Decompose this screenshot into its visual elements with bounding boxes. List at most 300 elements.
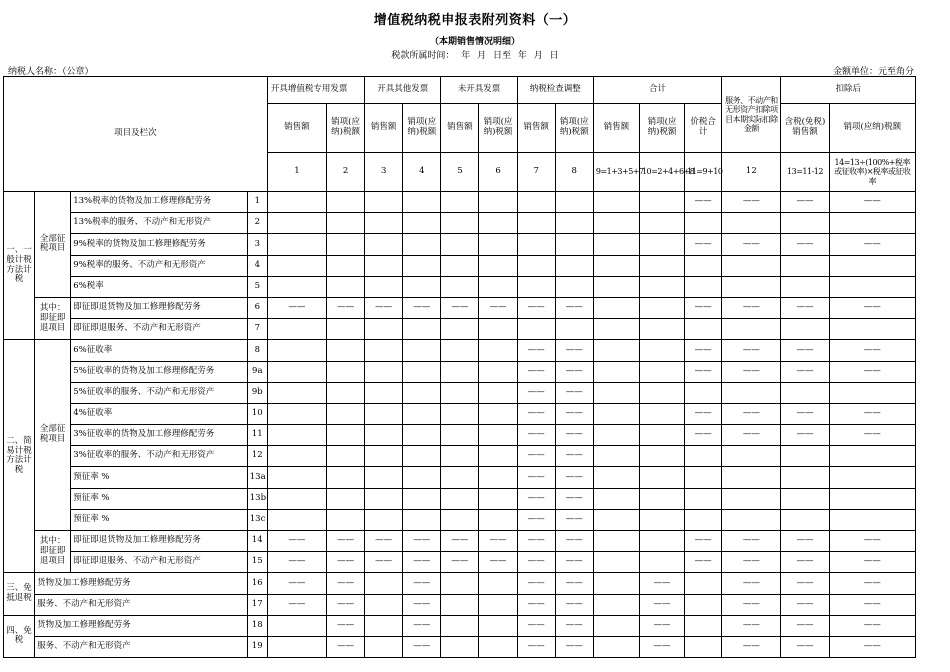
amount-cell[interactable]: [479, 425, 517, 446]
na-cell: ——: [829, 636, 915, 657]
amount-cell[interactable]: [441, 403, 479, 424]
na-cell: ——: [267, 573, 326, 594]
na-cell: ——: [479, 297, 517, 318]
amount-cell[interactable]: [829, 488, 915, 509]
table-row: [4, 297, 916, 318]
amount-cell[interactable]: [593, 446, 639, 467]
amount-cell[interactable]: [267, 276, 326, 297]
amount-cell[interactable]: [639, 192, 684, 213]
amount-cell[interactable]: [403, 255, 441, 276]
amount-cell[interactable]: [365, 255, 403, 276]
amount-cell[interactable]: [327, 361, 365, 382]
na-cell: ——: [639, 594, 684, 615]
col-number: 14=13÷(100%+税率或征收率)×税率或征收率: [829, 153, 915, 192]
amount-cell[interactable]: [685, 446, 722, 467]
amount-cell[interactable]: [593, 552, 639, 573]
na-cell: ——: [403, 636, 441, 657]
amount-cell[interactable]: [593, 297, 639, 318]
col-tax: 销项(应纳)税额: [479, 104, 517, 153]
amount-cell[interactable]: [479, 192, 517, 213]
amount-cell[interactable]: [685, 573, 722, 594]
na-cell: ——: [267, 552, 326, 573]
amount-cell[interactable]: [829, 509, 915, 530]
amount-cell[interactable]: [267, 636, 326, 657]
na-cell: ——: [365, 297, 403, 318]
col-tax: 销项(应纳)税额: [555, 104, 593, 153]
amount-cell[interactable]: [685, 615, 722, 636]
na-cell: ——: [722, 615, 781, 636]
amount-cell[interactable]: [479, 319, 517, 340]
na-cell: ——: [685, 552, 722, 573]
amount-cell[interactable]: [685, 594, 722, 615]
amount-cell[interactable]: [365, 594, 403, 615]
na-cell: ——: [685, 361, 722, 382]
amount-cell[interactable]: [479, 573, 517, 594]
amount-cell[interactable]: [403, 467, 441, 488]
na-cell: ——: [722, 361, 781, 382]
na-cell: ——: [722, 192, 781, 213]
amount-cell[interactable]: [479, 361, 517, 382]
row-number: 15: [247, 552, 267, 573]
amount-cell[interactable]: [479, 382, 517, 403]
amount-cell[interactable]: [781, 446, 829, 467]
amount-cell[interactable]: [722, 382, 781, 403]
na-cell: ——: [781, 340, 829, 361]
amount-cell[interactable]: [327, 403, 365, 424]
na-cell: ——: [829, 425, 915, 446]
row-number: 1: [247, 192, 267, 213]
group-other-invoice: 开具其他发票: [365, 77, 441, 104]
amount-cell[interactable]: [593, 467, 639, 488]
amount-cell[interactable]: [267, 255, 326, 276]
amount-cell[interactable]: [441, 361, 479, 382]
amount-cell[interactable]: [267, 361, 326, 382]
col-number: 7: [517, 153, 555, 192]
col-number: 3: [365, 153, 403, 192]
amount-cell[interactable]: [593, 403, 639, 424]
na-cell: ——: [555, 382, 593, 403]
amount-cell[interactable]: [781, 382, 829, 403]
amount-cell[interactable]: [685, 488, 722, 509]
na-cell: ——: [781, 552, 829, 573]
amount-cell[interactable]: [403, 425, 441, 446]
na-cell: ——: [517, 467, 555, 488]
amount-cell[interactable]: [593, 255, 639, 276]
na-cell: ——: [722, 552, 781, 573]
amount-cell[interactable]: [593, 488, 639, 509]
amount-cell[interactable]: [639, 340, 684, 361]
amount-cell[interactable]: [479, 509, 517, 530]
amount-cell[interactable]: [593, 615, 639, 636]
amount-cell[interactable]: [722, 213, 781, 234]
amount-cell[interactable]: [639, 403, 684, 424]
table-row: [4, 615, 916, 636]
amount-cell[interactable]: [517, 319, 555, 340]
amount-cell[interactable]: [441, 234, 479, 255]
subsection-general-all: 全部征税项目: [35, 192, 71, 298]
amount-cell[interactable]: [365, 636, 403, 657]
amount-cell[interactable]: [441, 425, 479, 446]
amount-cell[interactable]: [441, 446, 479, 467]
amount-cell[interactable]: [829, 319, 915, 340]
amount-cell[interactable]: [327, 488, 365, 509]
amount-cell[interactable]: [403, 488, 441, 509]
row-label: 预征率 %: [71, 467, 248, 488]
na-cell: ——: [781, 234, 829, 255]
amount-cell[interactable]: [517, 192, 555, 213]
amount-cell[interactable]: [593, 382, 639, 403]
amount-cell[interactable]: [555, 319, 593, 340]
amount-cell[interactable]: [327, 255, 365, 276]
amount-cell[interactable]: [829, 382, 915, 403]
amount-cell[interactable]: [267, 382, 326, 403]
amount-cell[interactable]: [267, 319, 326, 340]
amount-cell[interactable]: [267, 446, 326, 467]
amount-cell[interactable]: [479, 636, 517, 657]
amount-cell[interactable]: [639, 234, 684, 255]
amount-cell[interactable]: [479, 234, 517, 255]
amount-cell[interactable]: [327, 319, 365, 340]
na-cell: ——: [829, 531, 915, 552]
na-cell: ——: [781, 403, 829, 424]
amount-cell[interactable]: [517, 234, 555, 255]
amount-cell[interactable]: [327, 382, 365, 403]
na-cell: ——: [829, 297, 915, 318]
na-cell: ——: [781, 531, 829, 552]
col-number: 9=1+3+5+7: [593, 153, 639, 192]
amount-cell[interactable]: [365, 340, 403, 361]
na-cell: ——: [327, 297, 365, 318]
amount-cell[interactable]: [555, 234, 593, 255]
na-cell: ——: [722, 636, 781, 657]
na-cell: ——: [829, 361, 915, 382]
table-row: [4, 340, 916, 361]
na-cell: ——: [555, 467, 593, 488]
table-row: [4, 636, 916, 657]
row-number: 14: [247, 531, 267, 552]
row-label: 5%征收率的货物及加工修理修配劳务: [71, 361, 248, 382]
amount-cell[interactable]: [593, 340, 639, 361]
amount-cell[interactable]: [403, 403, 441, 424]
amount-cell[interactable]: [517, 255, 555, 276]
table-row: [4, 531, 916, 552]
amount-cell[interactable]: [403, 340, 441, 361]
amount-cell[interactable]: [327, 234, 365, 255]
amount-cell[interactable]: [593, 573, 639, 594]
amount-cell[interactable]: [327, 276, 365, 297]
row-number: 19: [247, 636, 267, 657]
amount-cell[interactable]: [593, 425, 639, 446]
na-cell: ——: [479, 531, 517, 552]
amount-cell[interactable]: [685, 509, 722, 530]
amount-cell[interactable]: [781, 213, 829, 234]
amount-cell[interactable]: [639, 297, 684, 318]
amount-cell[interactable]: [441, 615, 479, 636]
na-cell: ——: [479, 552, 517, 573]
amount-cell[interactable]: [639, 255, 684, 276]
amount-cell[interactable]: [267, 403, 326, 424]
amount-cell[interactable]: [685, 636, 722, 657]
amount-cell[interactable]: [267, 615, 326, 636]
amount-cell[interactable]: [639, 531, 684, 552]
na-cell: ——: [781, 192, 829, 213]
amount-cell[interactable]: [267, 509, 326, 530]
row-number: 10: [247, 403, 267, 424]
col-number: 10=2+4+6+8: [639, 153, 684, 192]
na-cell: ——: [555, 446, 593, 467]
amount-cell[interactable]: [479, 488, 517, 509]
table-row: [4, 255, 916, 276]
amount-cell[interactable]: [685, 319, 722, 340]
row-number: 2: [247, 213, 267, 234]
amount-cell[interactable]: [479, 467, 517, 488]
row-label: 3%征收率的服务、不动产和无形资产: [71, 446, 248, 467]
amount-cell[interactable]: [829, 213, 915, 234]
amount-cell[interactable]: [267, 488, 326, 509]
amount-cell[interactable]: [517, 276, 555, 297]
amount-cell[interactable]: [327, 425, 365, 446]
row-label: 服务、不动产和无形资产: [35, 636, 248, 657]
amount-cell[interactable]: [441, 636, 479, 657]
amount-cell[interactable]: [267, 340, 326, 361]
amount-cell[interactable]: [365, 446, 403, 467]
amount-cell[interactable]: [555, 192, 593, 213]
amount-cell[interactable]: [829, 467, 915, 488]
amount-cell[interactable]: [639, 382, 684, 403]
amount-cell[interactable]: [593, 192, 639, 213]
amount-cell[interactable]: [829, 255, 915, 276]
amount-cell[interactable]: [441, 340, 479, 361]
amount-cell[interactable]: [593, 213, 639, 234]
na-cell: ——: [517, 636, 555, 657]
amount-cell[interactable]: [441, 276, 479, 297]
subsection-simple-refund: 其中：即征即退项目: [35, 531, 71, 573]
na-cell: ——: [441, 552, 479, 573]
na-cell: ——: [555, 488, 593, 509]
amount-cell[interactable]: [441, 319, 479, 340]
na-cell: ——: [685, 425, 722, 446]
amount-cell[interactable]: [639, 425, 684, 446]
amount-cell[interactable]: [441, 382, 479, 403]
table-row: [4, 234, 916, 255]
amount-cell[interactable]: [327, 192, 365, 213]
amount-cell[interactable]: [829, 446, 915, 467]
amount-cell[interactable]: [365, 234, 403, 255]
na-cell: ——: [555, 636, 593, 657]
amount-cell[interactable]: [781, 255, 829, 276]
na-cell: ——: [555, 403, 593, 424]
amount-cell[interactable]: [327, 446, 365, 467]
amount-cell[interactable]: [722, 446, 781, 467]
amount-cell[interactable]: [403, 319, 441, 340]
amount-cell[interactable]: [327, 467, 365, 488]
amount-cell[interactable]: [593, 594, 639, 615]
amount-cell[interactable]: [722, 319, 781, 340]
amount-cell[interactable]: [685, 467, 722, 488]
amount-cell[interactable]: [639, 552, 684, 573]
na-cell: ——: [267, 594, 326, 615]
amount-cell[interactable]: [479, 615, 517, 636]
table-row: [4, 425, 916, 446]
na-cell: ——: [267, 531, 326, 552]
row-label: 货物及加工修理修配劳务: [35, 573, 248, 594]
amount-cell[interactable]: [267, 213, 326, 234]
na-cell: ——: [555, 573, 593, 594]
amount-cell[interactable]: [722, 276, 781, 297]
na-cell: ——: [327, 552, 365, 573]
amount-cell[interactable]: [441, 467, 479, 488]
table-row: [4, 552, 916, 573]
amount-cell[interactable]: [593, 361, 639, 382]
amount-cell[interactable]: [479, 340, 517, 361]
amount-cell[interactable]: [639, 488, 684, 509]
amount-cell[interactable]: [639, 213, 684, 234]
na-cell: ——: [517, 615, 555, 636]
amount-cell[interactable]: [441, 573, 479, 594]
amount-cell[interactable]: [403, 213, 441, 234]
table-row: [4, 382, 916, 403]
amount-cell[interactable]: [593, 531, 639, 552]
amount-cell[interactable]: [365, 403, 403, 424]
amount-cell[interactable]: [639, 319, 684, 340]
na-cell: ——: [829, 234, 915, 255]
amount-cell[interactable]: [593, 319, 639, 340]
amount-cell[interactable]: [441, 213, 479, 234]
amount-cell[interactable]: [327, 340, 365, 361]
na-cell: ——: [517, 594, 555, 615]
amount-cell[interactable]: [639, 446, 684, 467]
amount-cell[interactable]: [829, 276, 915, 297]
amount-cell[interactable]: [555, 213, 593, 234]
amount-cell[interactable]: [365, 573, 403, 594]
amount-cell[interactable]: [722, 467, 781, 488]
amount-cell[interactable]: [365, 213, 403, 234]
table-row: [4, 573, 916, 594]
col-number: 2: [327, 153, 365, 192]
na-cell: ——: [555, 361, 593, 382]
amount-cell[interactable]: [365, 425, 403, 446]
amount-cell[interactable]: [365, 509, 403, 530]
group-no-invoice: 未开具发票: [441, 77, 517, 104]
na-cell: ——: [781, 615, 829, 636]
section-simple: 二、简易计税方法计税: [4, 340, 35, 573]
amount-cell[interactable]: [479, 213, 517, 234]
na-cell: ——: [403, 594, 441, 615]
amount-cell[interactable]: [685, 382, 722, 403]
amount-cell[interactable]: [441, 509, 479, 530]
amount-cell[interactable]: [403, 446, 441, 467]
amount-cell[interactable]: [781, 276, 829, 297]
amount-cell[interactable]: [365, 467, 403, 488]
amount-cell[interactable]: [327, 509, 365, 530]
amount-cell[interactable]: [593, 276, 639, 297]
na-cell: ——: [722, 573, 781, 594]
amount-cell[interactable]: [639, 276, 684, 297]
tax-period: 税款所属时间： 年 月 日至 年 月 日: [391, 51, 559, 61]
amount-cell[interactable]: [267, 425, 326, 446]
amount-cell[interactable]: [639, 467, 684, 488]
amount-cell[interactable]: [403, 234, 441, 255]
na-cell: ——: [517, 361, 555, 382]
amount-cell[interactable]: [479, 446, 517, 467]
amount-cell[interactable]: [441, 594, 479, 615]
table-row: [4, 319, 916, 340]
row-number: 3: [247, 234, 267, 255]
amount-cell[interactable]: [781, 467, 829, 488]
amount-cell[interactable]: [593, 234, 639, 255]
amount-cell[interactable]: [479, 255, 517, 276]
amount-cell[interactable]: [685, 213, 722, 234]
amount-cell[interactable]: [365, 319, 403, 340]
amount-cell[interactable]: [327, 213, 365, 234]
amount-cell[interactable]: [403, 509, 441, 530]
table-row: [4, 213, 916, 234]
amount-cell[interactable]: [685, 255, 722, 276]
amount-cell[interactable]: [441, 255, 479, 276]
amount-cell[interactable]: [781, 488, 829, 509]
amount-cell[interactable]: [593, 636, 639, 657]
amount-cell[interactable]: [479, 276, 517, 297]
na-cell: ——: [517, 488, 555, 509]
amount-cell[interactable]: [267, 192, 326, 213]
amount-cell[interactable]: [365, 382, 403, 403]
amount-cell[interactable]: [441, 192, 479, 213]
row-label: 货物及加工修理修配劳务: [35, 615, 248, 636]
amount-cell[interactable]: [479, 403, 517, 424]
amount-cell[interactable]: [517, 213, 555, 234]
amount-cell[interactable]: [403, 192, 441, 213]
amount-cell[interactable]: [365, 615, 403, 636]
amount-cell[interactable]: [267, 467, 326, 488]
row-label: 预征率 %: [71, 488, 248, 509]
amount-cell[interactable]: [267, 234, 326, 255]
amount-cell[interactable]: [365, 276, 403, 297]
na-cell: ——: [829, 403, 915, 424]
row-number: 9b: [247, 382, 267, 403]
amount-cell[interactable]: [365, 192, 403, 213]
amount-cell[interactable]: [722, 488, 781, 509]
amount-cell[interactable]: [639, 509, 684, 530]
amount-cell[interactable]: [555, 255, 593, 276]
section-exempt-refund: 三、免抵退税: [4, 573, 35, 615]
amount-cell[interactable]: [781, 509, 829, 530]
amount-cell[interactable]: [479, 594, 517, 615]
amount-cell[interactable]: [685, 276, 722, 297]
amount-cell[interactable]: [441, 488, 479, 509]
row-label: 13%税率的服务、不动产和无形资产: [71, 213, 248, 234]
amount-cell[interactable]: [555, 276, 593, 297]
na-cell: ——: [722, 340, 781, 361]
amount-cell[interactable]: [403, 361, 441, 382]
col-tax: 销项(应纳)税额: [639, 104, 684, 153]
na-cell: ——: [639, 573, 684, 594]
amount-cell[interactable]: [781, 319, 829, 340]
amount-cell[interactable]: [639, 361, 684, 382]
form-title: 增值税纳税申报表附列资料（一）: [373, 13, 577, 28]
amount-cell[interactable]: [722, 255, 781, 276]
amount-cell[interactable]: [722, 509, 781, 530]
amount-cell[interactable]: [365, 488, 403, 509]
na-cell: ——: [517, 531, 555, 552]
amount-cell[interactable]: [593, 509, 639, 530]
row-number: 18: [247, 615, 267, 636]
table-row: [4, 509, 916, 530]
col-incl-tax-sales: 含税(免税)销售额: [781, 104, 829, 153]
na-cell: ——: [517, 425, 555, 446]
amount-cell[interactable]: [365, 361, 403, 382]
amount-cell[interactable]: [403, 276, 441, 297]
amount-cell[interactable]: [403, 382, 441, 403]
